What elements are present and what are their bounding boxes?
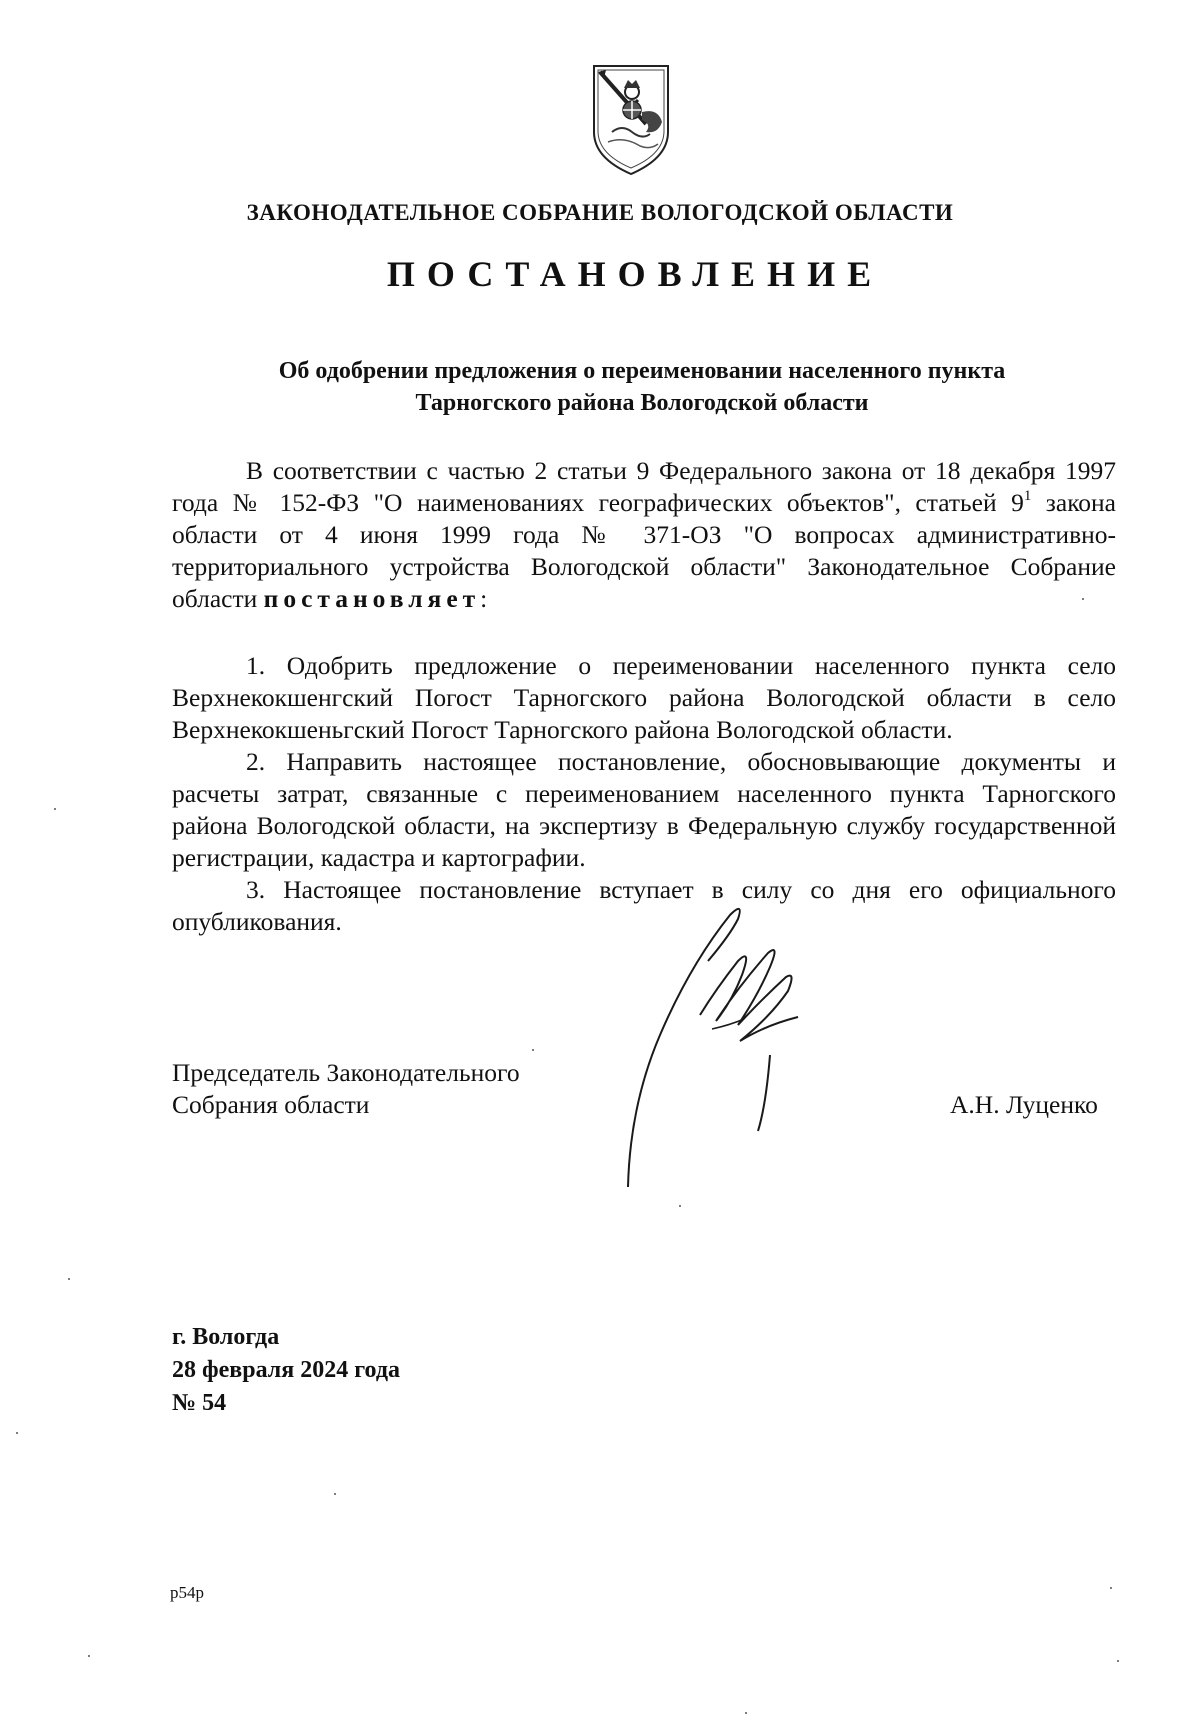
scan-speck	[88, 1655, 90, 1657]
scan-speck	[679, 1205, 681, 1207]
position-line-1: Председатель Законодательного	[172, 1058, 520, 1087]
resolution-item: 1. Одобрить предложение о переименовании населенного пункта село Верхнекокшенгский Погост Тарногского района Вологодской области в село Верхнекокшеньгский Погост Тарногского района Вологодской области.	[172, 651, 1116, 744]
preamble-ending: :	[480, 584, 488, 613]
preamble-text-1: В соответствии с частью 2 статьи 9 Федерального закона от 18 декабря 1997 года № 152-ФЗ "О наименованиях географических объектов", статьей 9	[172, 456, 1116, 517]
preamble-paragraph	[172, 455, 1116, 615]
subject-line-1: Об одобрении предложения о переименовании населенного пункта	[278, 358, 1006, 384]
city: г. Вологда	[172, 1324, 280, 1350]
document-number: № 54	[172, 1390, 227, 1416]
scan-speck	[334, 1493, 336, 1495]
article-superscript: 1	[1023, 488, 1032, 504]
subject-line-2: Тарногского района Вологодской области	[415, 390, 869, 416]
scan-speck	[54, 808, 56, 810]
scan-speck	[1117, 1660, 1119, 1662]
preamble-text-2: закона области от 4 июня 1999 года № 371-ОЗ "О вопросах административно-территориального устройства Вологодской области" Законодательное Собрание области	[172, 488, 1117, 613]
organization-name: ЗАКОНОДАТЕЛЬНОЕ СОБРАНИЕ ВОЛОГОДСКОЙ ОБЛАСТИ	[246, 200, 954, 225]
date: 28 февраля 2024 года	[172, 1357, 400, 1383]
scan-speck	[532, 1049, 534, 1051]
resolution-items	[172, 650, 1116, 938]
position-line-2: Собрания области	[172, 1090, 370, 1119]
signatory-position	[172, 1057, 520, 1121]
scan-speck	[745, 1712, 747, 1714]
file-code: p54p	[170, 1583, 204, 1602]
place-and-date	[172, 1321, 400, 1420]
scan-speck	[1110, 1587, 1112, 1589]
scan-speck	[68, 1278, 70, 1280]
resolution-subject	[190, 355, 1094, 419]
scan-speck	[1082, 598, 1084, 600]
decree-word: постановляет	[263, 584, 481, 613]
scan-speck	[16, 1432, 18, 1434]
signatory-name: А.Н. Луценко	[950, 1090, 1098, 1119]
coat-of-arms-icon	[588, 62, 674, 178]
resolution-item: 2. Направить настоящее постановление, обосновывающие документы и расчеты затрат, связанные с переименованием населенного пункта Тарногского района Вологодской области, на экспертизу в Федеральную службу государственной регистрации, кадастра и картографии.	[172, 747, 1116, 872]
document-type-title: ПОСТАНОВЛЕНИЕ	[386, 254, 884, 294]
handwritten-signature-icon	[620, 905, 880, 1195]
resolution-item: 3. Настоящее постановление вступает в силу со дня его официального опубликования.	[172, 875, 1116, 936]
